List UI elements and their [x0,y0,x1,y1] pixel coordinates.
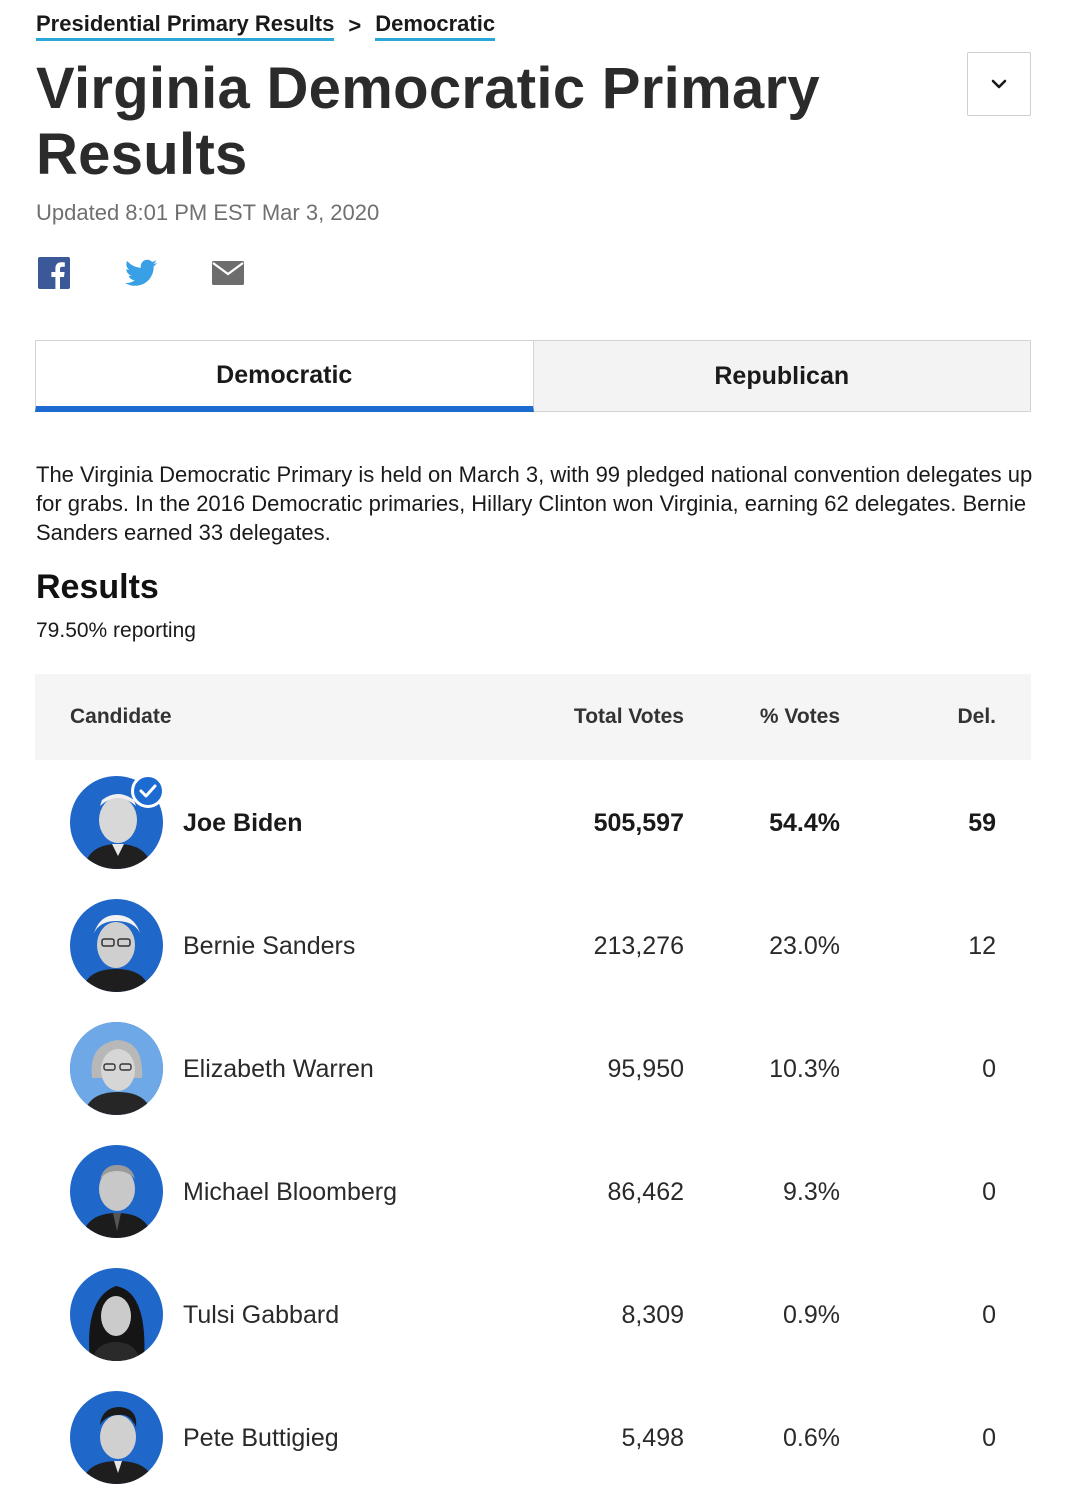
share-bar [36,255,297,291]
column-header-delegates: Del. [957,705,996,728]
results-table-header [35,674,1031,760]
table-row [35,760,1031,883]
candidate-name: Tulsi Gabbard [183,1301,340,1329]
email-icon [212,261,244,285]
candidate-delegates: 59 [968,809,996,837]
breadcrumb-link-presidential-primary-results[interactable]: Presidential Primary Results [36,11,334,41]
updated-timestamp: Updated 8:01 PM EST Mar 3, 2020 [36,200,380,225]
candidate-photo-elizabeth-warren [70,1022,163,1115]
candidate-delegates: 0 [982,1178,996,1206]
twitter-icon [125,259,157,287]
candidate-total-votes: 5,498 [621,1424,684,1452]
results-table-body [35,760,1031,1498]
candidate-photo-tulsi-gabbard [70,1268,163,1361]
candidate-name: Pete Buttigieg [183,1424,339,1452]
email-share-button[interactable] [210,255,246,291]
twitter-share-button[interactable] [123,255,159,291]
candidate-total-votes: 8,309 [621,1301,684,1329]
candidate-delegates: 0 [982,1424,996,1452]
candidate-name: Joe Biden [183,809,303,837]
candidate-total-votes: 95,950 [607,1055,684,1083]
candidate-delegates: 12 [968,932,996,960]
candidate-percent-votes: 10.3% [769,1055,840,1083]
reporting-percentage: 79.50% reporting [36,619,196,642]
table-row [35,1129,1031,1252]
race-description: The Virginia Democratic Primary is held on March 3, with 99 pledged national convention delegates up for grabs. In the 2016 Democratic primaries, Hillary Clinton won Virginia, earning 62 delegates. Bernie Sanders earned 33 delegates. [36,462,1033,545]
candidate-percent-votes: 0.6% [783,1424,840,1452]
tab-democratic[interactable]: Democratic [35,340,534,412]
results-heading: Results [36,568,159,606]
facebook-share-button[interactable] [36,255,72,291]
candidate-percent-votes: 9.3% [783,1178,840,1206]
candidate-delegates: 0 [982,1055,996,1083]
table-row [35,1375,1031,1498]
column-header-total-votes: Total Votes [573,705,684,728]
facebook-icon [38,257,70,289]
table-row [35,1006,1031,1129]
candidate-photo-bernie-sanders [70,899,163,992]
table-row [35,883,1031,1006]
candidate-percent-votes: 0.9% [783,1301,840,1329]
table-row [35,1252,1031,1375]
candidate-delegates: 0 [982,1301,996,1329]
candidate-percent-votes: 54.4% [769,809,840,837]
breadcrumb-separator: > [348,13,362,38]
candidate-percent-votes: 23.0% [769,932,840,960]
breadcrumb [36,10,495,42]
candidate-photo-michael-bloomberg [70,1145,163,1238]
column-header-candidate: Candidate [70,705,172,728]
candidate-total-votes: 86,462 [607,1178,684,1206]
tab-republican[interactable]: Republican [534,340,1032,412]
candidate-total-votes: 213,276 [593,932,684,960]
candidate-photo-pete-buttigieg [70,1391,163,1484]
candidate-name: Michael Bloomberg [183,1178,397,1206]
column-header-percent-votes: % Votes [759,705,840,728]
candidate-name: Elizabeth Warren [183,1055,374,1083]
page-title: Virginia Democratic Primary Results [36,56,820,187]
breadcrumb-link-democratic[interactable]: Democratic [375,11,495,41]
winner-check-icon [131,774,165,808]
chevron-down-icon [990,78,1008,90]
candidate-total-votes: 505,597 [593,809,684,837]
party-tabs [35,340,1031,412]
state-dropdown-button[interactable] [967,52,1031,116]
candidate-name: Bernie Sanders [183,932,356,960]
